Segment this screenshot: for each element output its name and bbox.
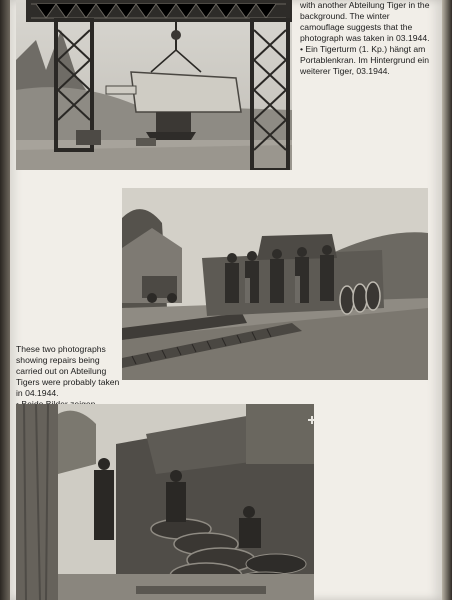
crew-on-tiger-photo <box>122 188 428 380</box>
book-edge-right <box>442 0 452 600</box>
top-caption-english: with another Abteilung Tiger in the background. The winter camouflage suggests that the photograph was taken in 03.1944. <box>300 0 430 43</box>
book-page <box>10 0 442 600</box>
top-caption <box>300 0 434 77</box>
wheel-repair-photo <box>16 404 314 600</box>
top-caption-german: • Ein Tigerturm (1. Kp.) hängt am Portablenkran. Im Hintergrund ein weiterer Tiger, 03.1944. <box>300 44 429 76</box>
crane-turret-photo <box>16 0 292 170</box>
middle-caption-english: These two photographs showing repairs being carried out on Abteilung Tigers were probably taken in 04.1944. <box>16 344 120 398</box>
binding-shadow-left <box>0 0 10 600</box>
